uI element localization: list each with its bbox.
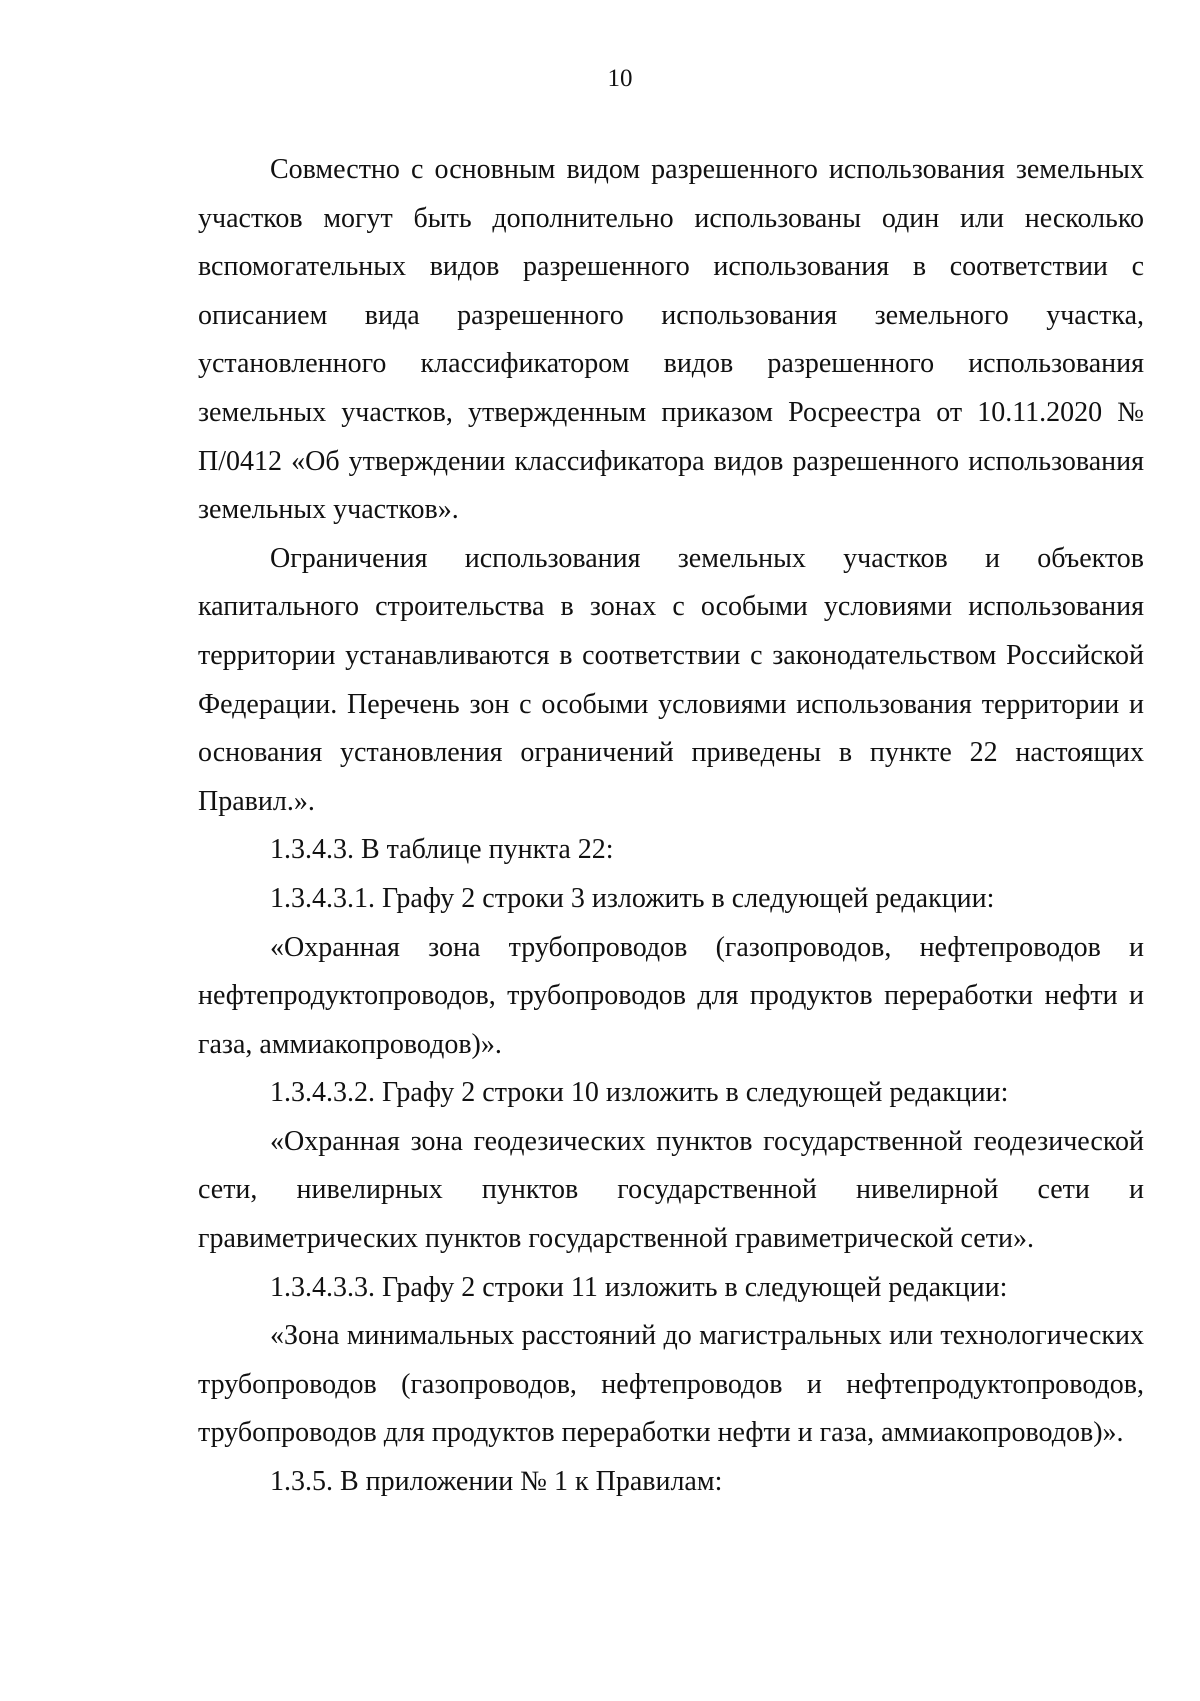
clause-1-3-4-3-1: 1.3.4.3.1. Графу 2 строки 3 изложить в следующей редакции:	[270, 882, 995, 914]
paragraph-auxiliary-land-use: Совместно с основным видом разрешенного использования земельных участков могут быть дополнительно использованы один или несколько вспомогательных видов разрешенного использования в соответствии с описанием вида разрешенного использования земельного участка, установленного классификатором видов разрешенного использования земельных участков, утвержденным приказом Росреестра от 10.11.2020 № П/0412 «Об утверждении классификатора видов разрешенного использования земельных участков».	[198, 154, 1144, 526]
clause-1-3-4-3-2: 1.3.4.3.2. Графу 2 строки 10 изложить в следующей редакции:	[270, 1077, 1009, 1109]
quote-pipeline-protection-zone: «Охранная зона трубопроводов (газопроводов, нефтепроводов и нефтепродуктопроводов, трубопроводов для продуктов переработки нефти и газа, аммиакопроводов)».	[198, 931, 1144, 1060]
paragraph-land-use-restrictions: Ограничения использования земельных участков и объектов капитального строительства в зонах с особыми условиями использования территории устанавливаются в соответствии с законодательством Российской Федерации. Перечень зон с особыми условиями использования территории и основания установления ограничений приведены в пункте 22 настоящих Правил.».	[198, 542, 1144, 817]
clause-1-3-4-3: 1.3.4.3. В таблице пункта 22:	[270, 834, 614, 866]
clause-1-3-4-3-3: 1.3.4.3.3. Графу 2 строки 11 изложить в следующей редакции:	[270, 1271, 1008, 1303]
clause-1-3-5: 1.3.5. В приложении № 1 к Правилам:	[270, 1466, 723, 1498]
page-number: 10	[607, 65, 633, 92]
document-body	[198, 146, 1144, 1507]
quote-geodetic-protection-zone: «Охранная зона геодезических пунктов государственной геодезической сети, нивелирных пунктов государственной нивелирной сети и гравиметрических пунктов государственной гравиметрической сети».	[198, 1125, 1144, 1255]
quote-minimum-distance-zone: «Зона минимальных расстояний до магистральных или технологических трубопроводов (газопроводов, нефтепроводов и нефтепродуктопроводов, трубопроводов для продуктов переработки нефти и газа, аммиакопроводов)».	[198, 1320, 1144, 1449]
